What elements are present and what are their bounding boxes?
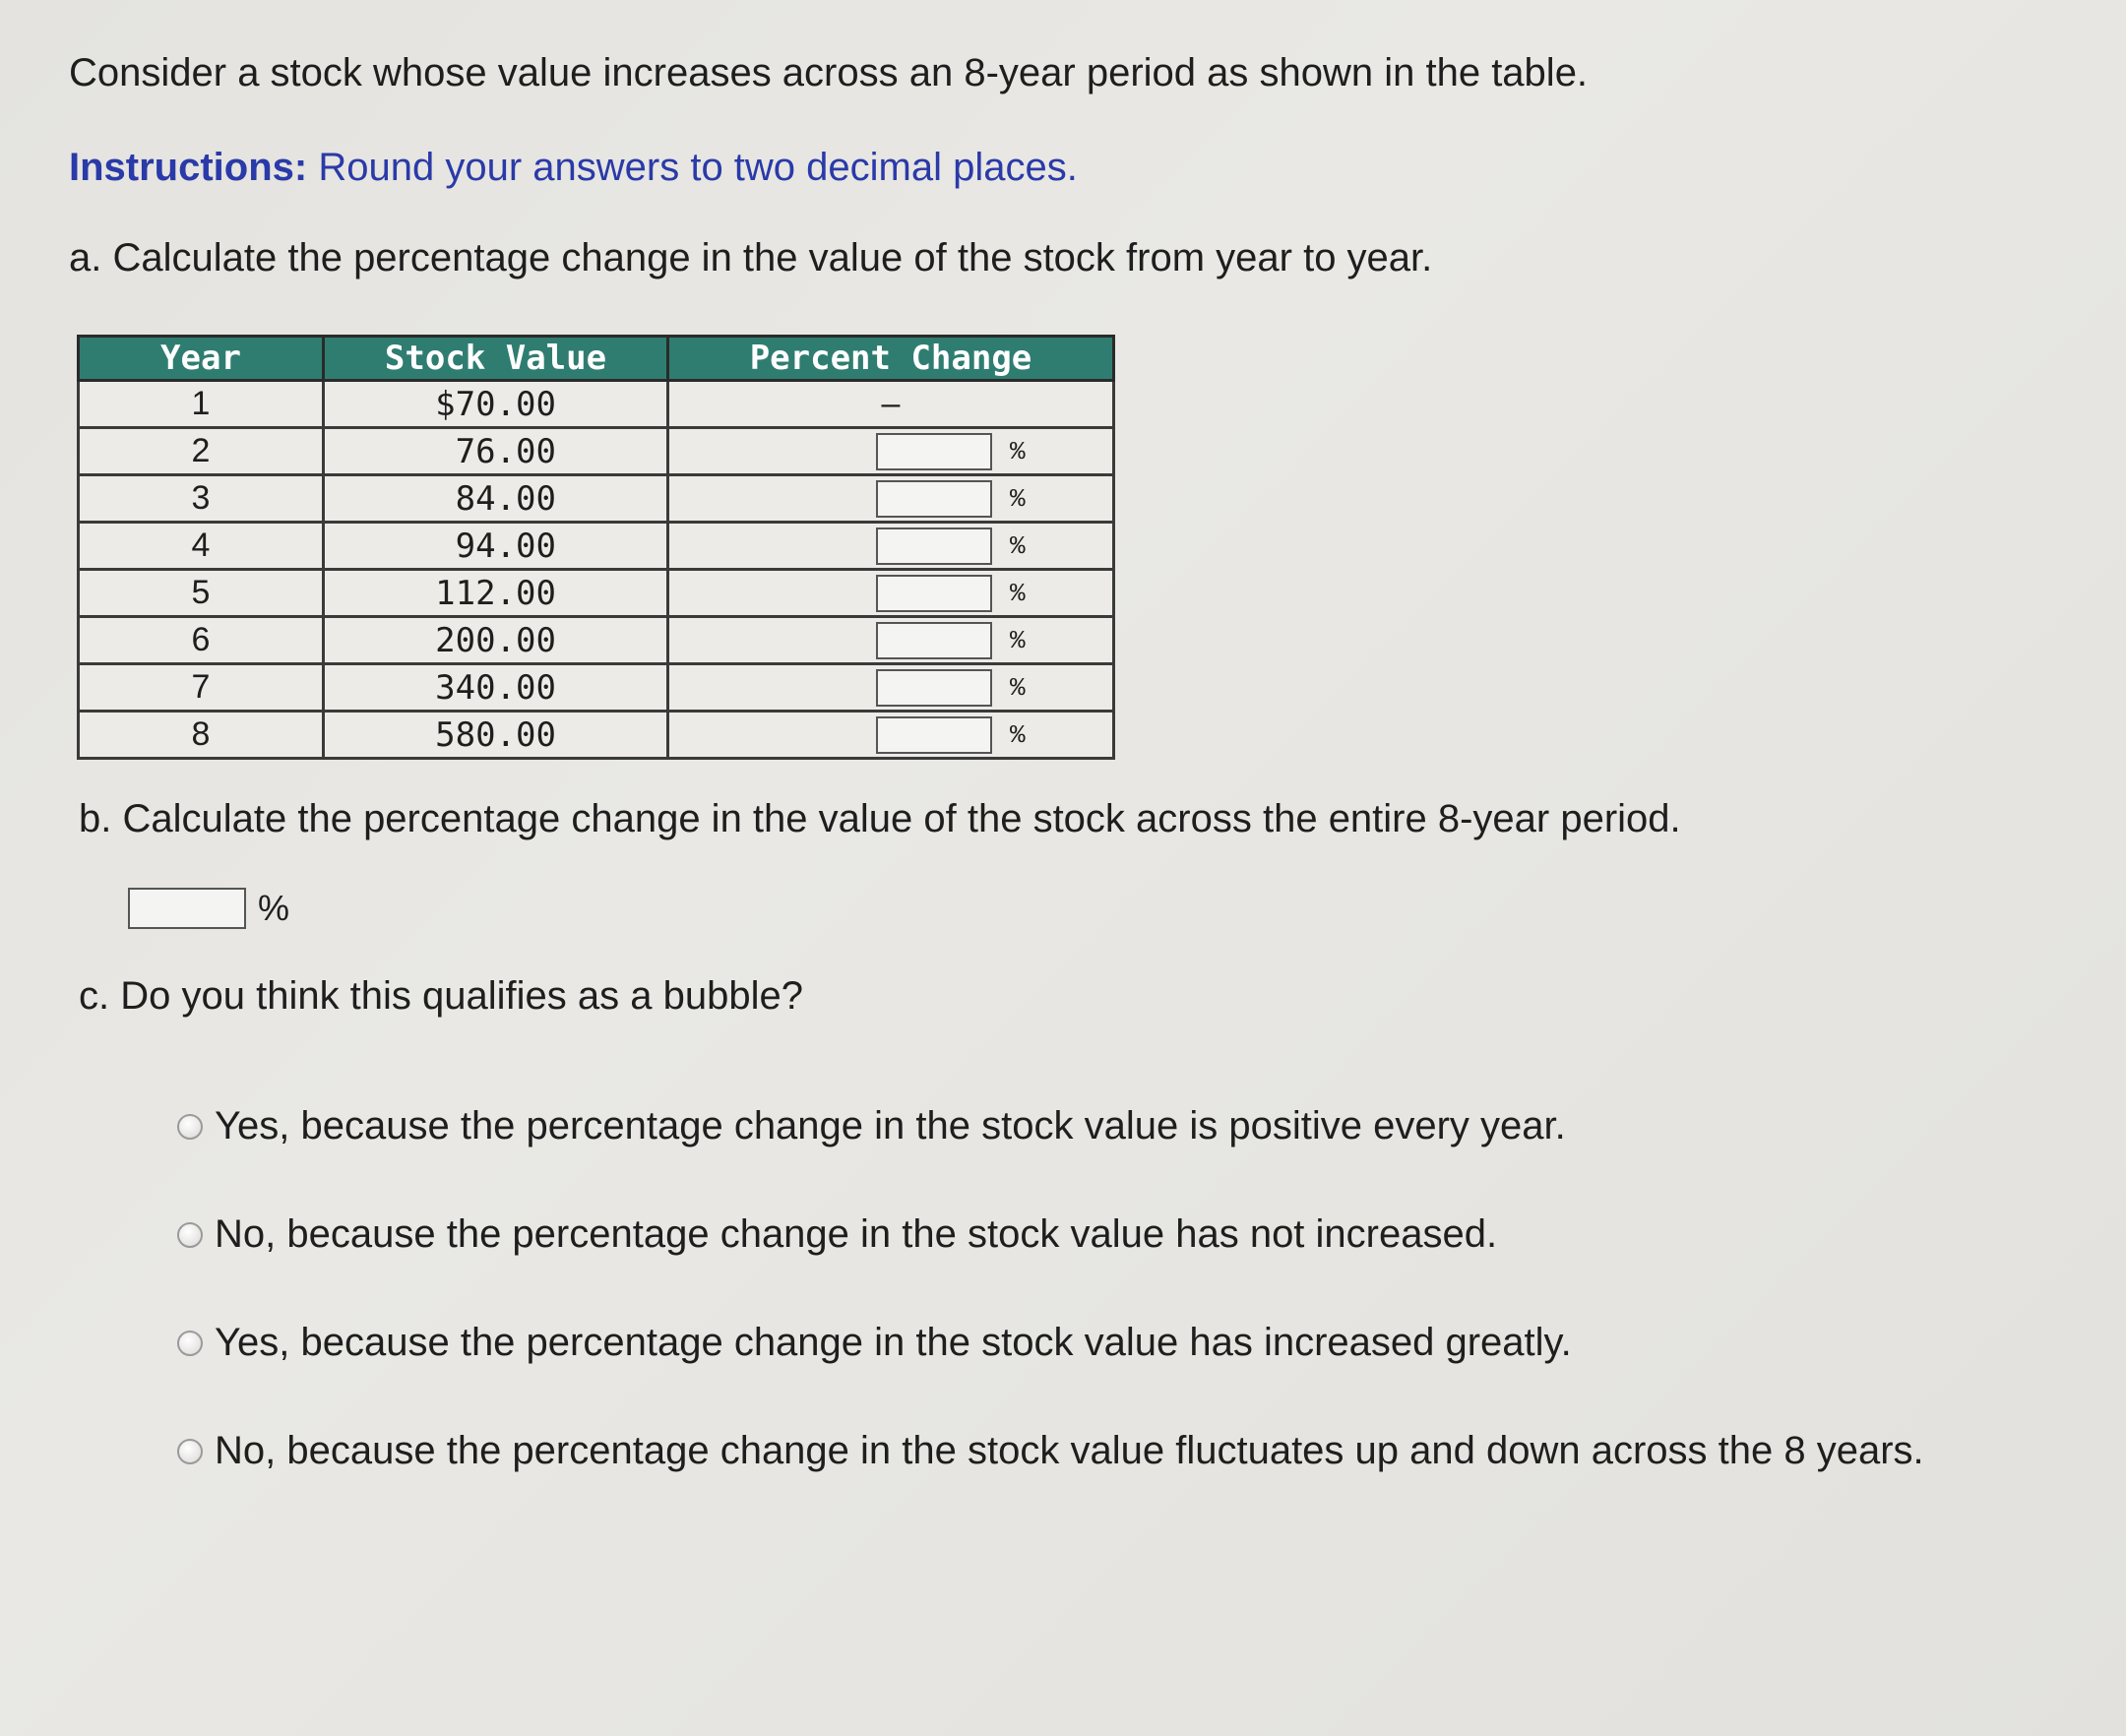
percent-sign: % (1010, 578, 1026, 608)
stock-value-cell: 84.00 (324, 475, 668, 523)
question-a: a. Calculate the percentage change in the value of the stock from year to year. (69, 236, 1433, 279)
radio-button[interactable] (177, 1114, 203, 1140)
year-cell: 8 (79, 712, 324, 759)
percent-change-cell (668, 664, 1114, 712)
percent-sign: % (1010, 436, 1026, 466)
percent-change-input-year-4[interactable] (876, 527, 992, 565)
percent-change-cell (668, 381, 1114, 428)
percent-change-cell (668, 428, 1114, 475)
instructions-label: Instructions: (69, 146, 308, 189)
table-row (79, 617, 1114, 664)
radio-button[interactable] (177, 1222, 203, 1248)
year-cell: 6 (79, 617, 324, 664)
option-label: No, because the percentage change in the stock value fluctuates up and down across the 8 years. (215, 1429, 1924, 1472)
table-row (79, 523, 1114, 570)
table-row (79, 712, 1114, 759)
option-yes-increased-greatly[interactable] (177, 1321, 1572, 1365)
option-no-fluctuates[interactable] (177, 1429, 1924, 1473)
header-year: Year (79, 337, 324, 381)
year-cell: 7 (79, 664, 324, 712)
percent-change-cell (668, 617, 1114, 664)
percent-change-cell (668, 712, 1114, 759)
table-header-row (79, 337, 1114, 381)
percent-change-input-year-7[interactable] (876, 669, 992, 707)
stock-value-cell: 94.00 (324, 523, 668, 570)
radio-button[interactable] (177, 1331, 203, 1356)
instructions-text: Round your answers to two decimal places. (318, 146, 1078, 189)
percent-sign: % (1010, 483, 1026, 514)
year-cell: 5 (79, 570, 324, 617)
intro-text: Consider a stock whose value increases across an 8-year period as shown in the table. (69, 51, 1589, 94)
stock-value-cell: 112.00 (324, 570, 668, 617)
percent-sign: % (1010, 672, 1026, 703)
year-cell: 2 (79, 428, 324, 475)
stock-value-cell: $70.00 (324, 381, 668, 428)
option-yes-positive-every-year[interactable] (177, 1104, 1566, 1148)
percent-sign: % (1010, 530, 1026, 561)
percent-sign: % (1010, 625, 1026, 655)
option-label: Yes, because the percentage change in the stock value is positive every year. (215, 1104, 1566, 1147)
percent-change-cell (668, 475, 1114, 523)
table-row (79, 570, 1114, 617)
percent-sign: % (258, 888, 290, 928)
table-row (79, 664, 1114, 712)
table-row (79, 381, 1114, 428)
year-cell: 3 (79, 475, 324, 523)
no-change-dash: – (881, 385, 901, 422)
question-b: b. Calculate the percentage change in the value of the stock across the entire 8-year period. (79, 797, 1681, 840)
option-label: No, because the percentage change in the stock value has not increased. (215, 1212, 1498, 1256)
stock-value-cell: 200.00 (324, 617, 668, 664)
year-cell: 4 (79, 523, 324, 570)
stock-value-cell: 580.00 (324, 712, 668, 759)
table-row (79, 428, 1114, 475)
header-percent-change: Percent Change (668, 337, 1114, 381)
percent-sign: % (1010, 719, 1026, 750)
percent-change-input-year-6[interactable] (876, 622, 992, 659)
percent-change-input-year-3[interactable] (876, 480, 992, 518)
option-label: Yes, because the percentage change in the stock value has increased greatly. (215, 1321, 1572, 1364)
table-row (79, 475, 1114, 523)
year-cell: 1 (79, 381, 324, 428)
percent-change-input-year-2[interactable] (876, 433, 992, 470)
stock-table (77, 335, 1115, 760)
stock-value-cell: 76.00 (324, 428, 668, 475)
total-change-answer (128, 888, 289, 929)
instructions (69, 146, 1078, 190)
header-stock-value: Stock Value (324, 337, 668, 381)
percent-change-cell (668, 523, 1114, 570)
question-c: c. Do you think this qualifies as a bubble? (79, 974, 803, 1018)
percent-change-input-year-8[interactable] (876, 716, 992, 754)
radio-button[interactable] (177, 1439, 203, 1464)
percent-change-cell (668, 570, 1114, 617)
option-no-not-increased[interactable] (177, 1212, 1497, 1257)
percent-change-input-year-5[interactable] (876, 575, 992, 612)
stock-value-cell: 340.00 (324, 664, 668, 712)
total-percent-change-input[interactable] (128, 888, 246, 929)
